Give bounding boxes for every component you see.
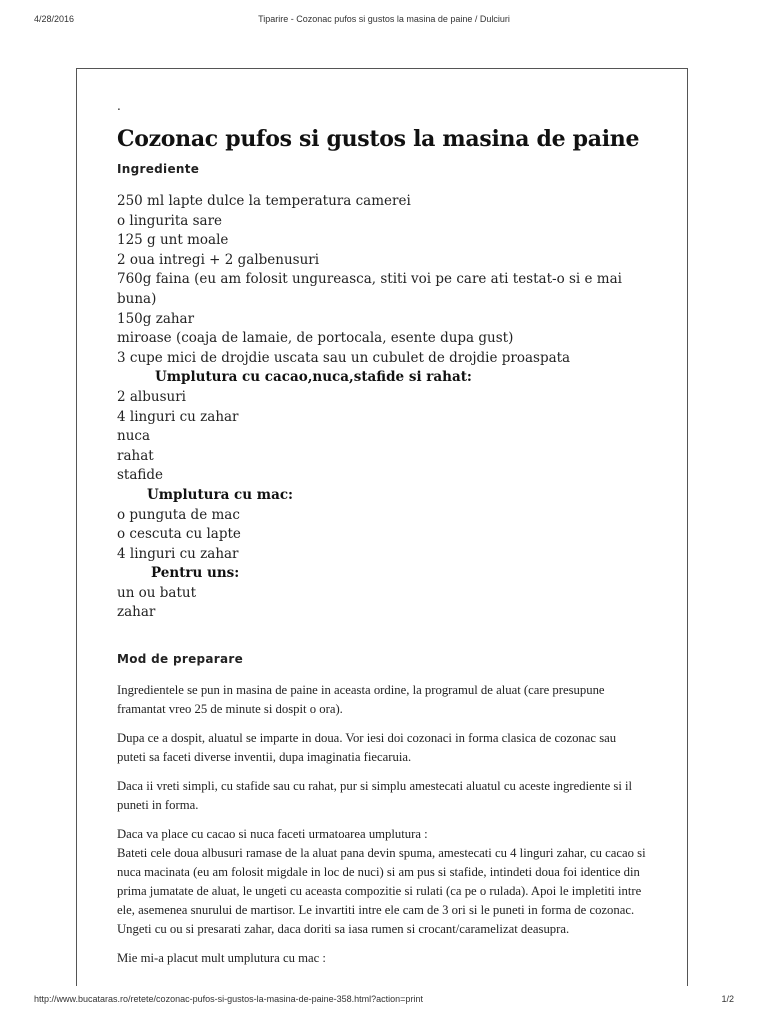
ingredients-subheading: Pentru uns: <box>151 565 240 582</box>
ingredient-item: nuca <box>117 428 150 445</box>
ingredient-item: un ou batut <box>117 584 197 601</box>
preparation-paragraph: Daca ii vreti simpli, cu stafide sau cu rahat, pur si simplu amestecati aluatul cu aceste ingrediente si il puneti in forma. <box>117 779 633 813</box>
ingredient-item: 2 oua intregi + 2 galbenusuri <box>117 251 320 268</box>
ingredient-item: 250 ml lapte dulce la temperatura camerei <box>117 193 411 209</box>
preparation-heading: Mod de preparare <box>117 652 244 667</box>
ingredient-item: o punguta de mac <box>117 506 240 523</box>
stray-dot: . <box>117 99 121 113</box>
ingredients-heading: Ingrediente <box>117 162 200 176</box>
ingredient-item: 150g zahar <box>117 310 195 327</box>
ingredient-item: 2 albusuri <box>117 388 186 405</box>
ingredient-item: 3 cupe mici de drojdie uscata sau un cubulet de drojdie proaspata <box>117 349 571 366</box>
ingredient-item: 4 linguri cu zahar <box>117 545 239 562</box>
ingredients-list <box>117 192 647 623</box>
print-url: http://www.bucataras.ro/retete/cozonac-pufos-si-gustos-la-masina-de-paine-358.html?action=print <box>34 994 423 1004</box>
print-date: 4/28/2016 <box>34 14 75 24</box>
ingredient-item: 125 g unt moale <box>117 232 229 249</box>
print-page-number: 1/2 <box>721 994 734 1004</box>
print-page-title: Tiparire - Cozonac pufos si gustos la masina de paine / Dulciuri <box>258 14 510 24</box>
ingredient-item: o lingurita sare <box>117 212 223 229</box>
recipe-title: Cozonac pufos si gustos la masina de paine <box>117 126 640 152</box>
ingredient-item: rahat <box>117 447 154 464</box>
preparation-paragraph: Ingredientele se pun in masina de paine in aceasta ordine, la programul de aluat (care presupune framantat vreo 25 de minute si dospit o ora). <box>117 683 605 717</box>
ingredient-item: miroase (coaja de lamaie, de portocala, esente dupa gust) <box>117 330 514 347</box>
preparation-paragraph: Dupa ce a dospit, aluatul se imparte in doua. Vor iesi doi cozonaci in forma clasica de cozonac sau puteti sa faceti diverse inventii, dupa imaginatia fiecaruia. <box>117 731 617 765</box>
ingredient-item: zahar <box>117 604 156 621</box>
preparation-paragraph: Mie mi-a placut mult umplutura cu mac : <box>117 951 326 966</box>
recipe-sheet <box>76 68 688 986</box>
print-footer <box>0 994 768 1012</box>
ingredients-subheading: Umplutura cu mac: <box>147 486 294 503</box>
ingredient-item: 4 linguri cu zahar <box>117 408 239 425</box>
recipe-content <box>117 99 647 978</box>
ingredient-item: stafide <box>117 467 164 484</box>
preparation-text <box>117 681 647 968</box>
ingredient-item: o cescuta cu lapte <box>117 526 241 543</box>
print-header <box>0 14 768 32</box>
preparation-paragraph: Daca va place cu cacao si nuca faceti urmatoarea umplutura : Bateti cele doua albusuri ramase de la aluat pana devin spuma, amestecati cu 4 linguri zahar, cu cacao si nuca macinata (eu am folosit migdale in loc de nuci) si am pus si stafide, intindeti doua foi identice din prima jumatate de aluat, le ungeti cu aceasta compozitie si rulati (ca pe o rulada). Apoi le impletiti intre ele, asemenea snurului de martisor. Le invartiti intre ele cam de 3 ori si le puneti in forma de cozonac. Ungeti cu ou si presarati zahar, daca doriti sa iasa rumen si crocant/caramelizat deasupra. <box>117 827 646 937</box>
ingredients-subheading: Umplutura cu cacao,nuca,stafide si rahat: <box>155 369 472 386</box>
ingredient-item: 760g faina (eu am folosit ungureasca, stiti voi pe care ati testat-o si e mai buna) <box>117 271 622 307</box>
